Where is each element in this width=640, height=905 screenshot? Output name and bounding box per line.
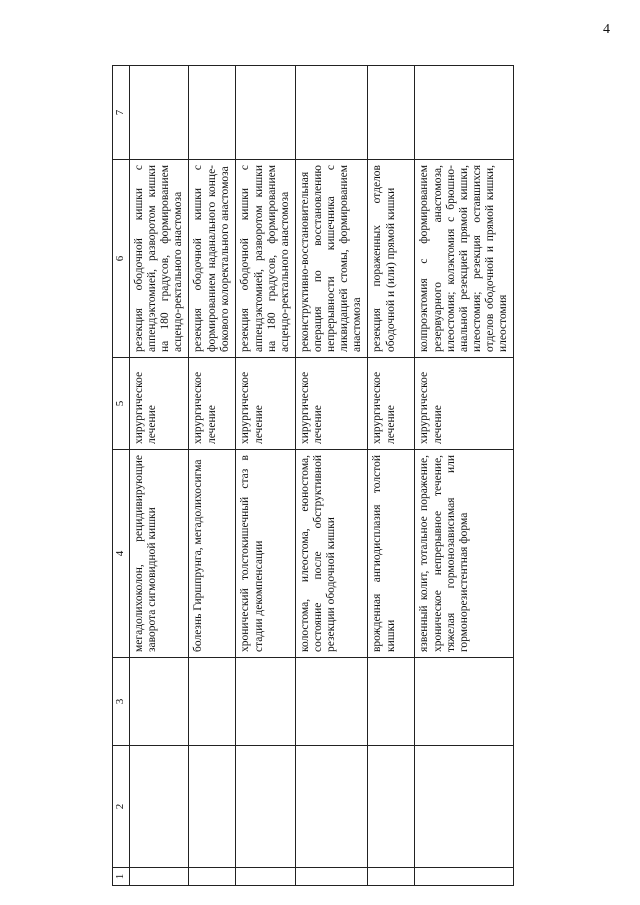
- diagnosis-cell: язвенный колит, тотальное поражение, хроническое непрерывное течение, тяжелая гормонозависимая или гормонорезистентная форма: [415, 450, 514, 658]
- page-number: 4: [603, 22, 610, 37]
- col-num-3: 3: [113, 658, 130, 746]
- treatment-type-cell: хирургическое лечение: [368, 358, 415, 450]
- table-row: [368, 66, 415, 886]
- col-num-5: 5: [113, 358, 130, 450]
- table-row: [415, 66, 514, 886]
- col-num-2: 2: [113, 746, 130, 868]
- treatment-type-cell: хирургическое лечение: [130, 358, 189, 450]
- col-num-4: 4: [113, 450, 130, 658]
- treatment-type-cell: хирургическое лечение: [189, 358, 236, 450]
- method-cell: резекция пораженных отделов ободочной и (или) прямой кишки: [368, 160, 415, 358]
- table-row: [295, 66, 368, 886]
- diagnosis-cell: мегадолихоколон, рецидивирующие заворота сигмовидной кишки: [130, 450, 189, 658]
- treatment-type-cell: хирургическое лечение: [236, 358, 295, 450]
- col-num-1: 1: [113, 868, 130, 886]
- table-row: [130, 66, 189, 886]
- method-cell: колпроэктомия с формированием резервуарного анастомоза, илеостомия; колэктомия с брюшно-анальной резекцией прямой кишки, илеостомия; резекция оставшихся отделов ободочной и прямой кишки, илеостомия: [415, 160, 514, 358]
- rotated-table-container: [112, 66, 612, 886]
- col-num-6: 6: [113, 160, 130, 358]
- method-cell: реконструктивно-восстановительная операция по восстановлению непрерывности кишечника с ликвидацией стомы, формированием анастомоза: [295, 160, 368, 358]
- method-cell: резекция ободочной кишки с аппендэктомией, разворотом кишки на 180 градусов, формированием асцендо-ректального анастомоза: [130, 160, 189, 358]
- treatment-type-cell: хирургическое лечение: [415, 358, 514, 450]
- method-cell: резекция ободочной кишки с формированием наданального конце-бокового колоректального анастомоза: [189, 160, 236, 358]
- diagnosis-cell: врожденная ангиодисплазия толстой кишки: [368, 450, 415, 658]
- table-row: [236, 66, 295, 886]
- medical-procedures-table: [112, 65, 514, 886]
- column-number-row: [113, 66, 130, 886]
- table-row: [189, 66, 236, 886]
- diagnosis-cell: хронический толстокишечный стаз в стадии декомпенсации: [236, 450, 295, 658]
- col-num-7: 7: [113, 66, 130, 160]
- treatment-type-cell: хирургическое лечение: [295, 358, 368, 450]
- method-cell: резекция ободочной кишки с аппендэктомией, разворотом кишки на 180 градусов, формированием асцендо-ректального анастомоза: [236, 160, 295, 358]
- diagnosis-cell: болезнь Гиршпрунга, мегадолихосигма: [189, 450, 236, 658]
- diagnosis-cell: колостома, илеостома, еюностома, состояние после обструктивной резекции ободочной кишки: [295, 450, 368, 658]
